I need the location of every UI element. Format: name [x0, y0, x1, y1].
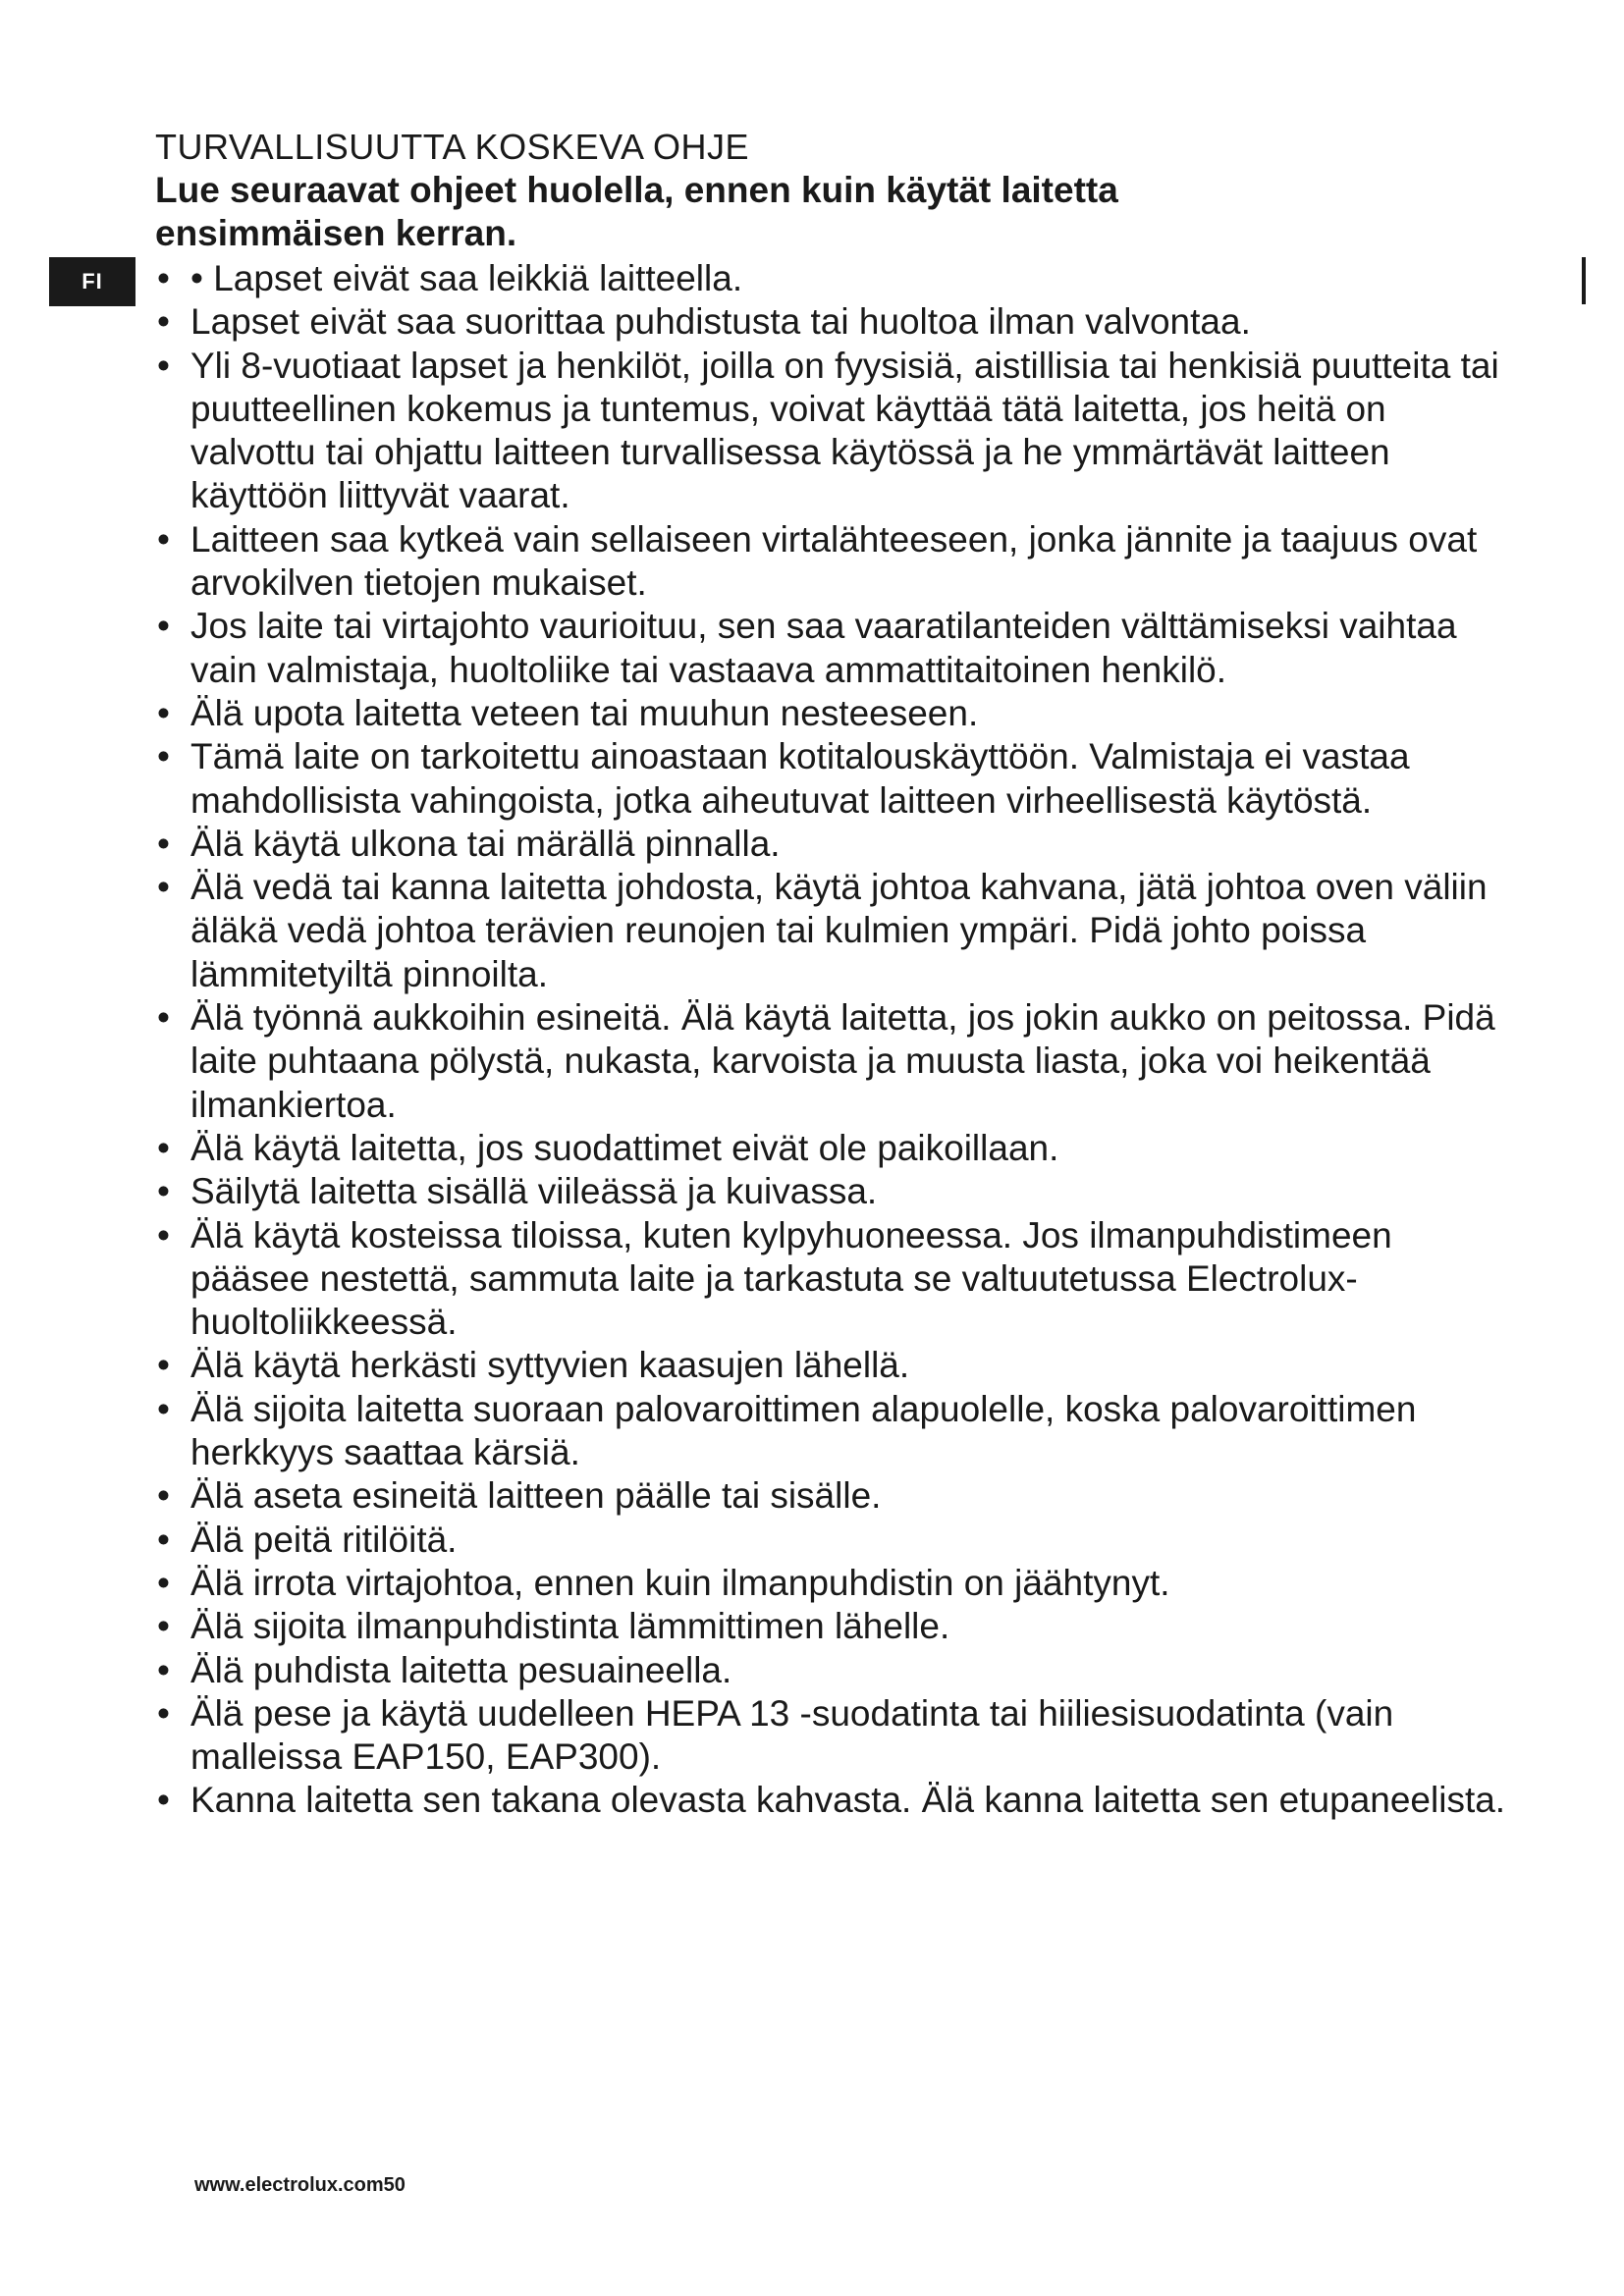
list-item: • Kanna laitetta sen takana olevasta kahvasta. Älä kanna laitetta sen etupaneelista. [155, 1779, 1510, 1822]
list-item: • Älä peitä ritilöitä. [155, 1519, 1510, 1562]
page-edge-marker [1582, 257, 1586, 304]
list-item: • Älä käytä kosteissa tiloissa, kuten kylpyhuoneessa. Jos ilmanpuhdistimeen pääsee nestettä, sammuta laite ja tarkastuta se valtuutetussa Electrolux-huoltoliikkeessä. [155, 1214, 1510, 1345]
list-item: • Älä käytä laitetta, jos suodattimet eivät ole paikoillaan. [155, 1127, 1510, 1170]
safety-instructions [155, 126, 1510, 1823]
list-item: • Jos laite tai virtajohto vaurioituu, sen saa vaaratilanteiden välttämiseksi vaihtaa vain valmistaja, huoltoliike tai vastaava ammattitaitoinen henkilö. [155, 605, 1510, 692]
list-item: • Älä vedä tai kanna laitetta johdosta, käytä johtoa kahvana, jätä johtoa oven väliin äläkä vedä johtoa terävien reunojen tai kulmien ympäri. Pidä johto poissa lämmitetyiltä pinnoilta. [155, 866, 1510, 996]
list-item: • Älä upota laitetta veteen tai muuhun nesteeseen. [155, 692, 1510, 735]
list-item: • Älä sijoita laitetta suoraan palovaroittimen alapuolelle, koska palovaroittimen herkkyys saattaa kärsiä. [155, 1388, 1510, 1475]
language-tab: FI [49, 257, 135, 306]
intro-text: Lue seuraavat ohjeet huolella, ennen kuin käytät laitetta ensimmäisen kerran. [155, 170, 1118, 253]
list-item: • Lapset eivät saa suorittaa puhdistusta tai huoltoa ilman valvontaa. [155, 300, 1510, 344]
list-item: • Älä työnnä aukkoihin esineitä. Älä käytä laitetta, jos jokin aukko on peitossa. Pidä laite puhtaana pölystä, nukasta, karvoista ja muusta liasta, joka voi heikentää ilmankiertoa. [155, 996, 1510, 1127]
section-title: TURVALLISUUTTA KOSKEVA OHJE [155, 127, 750, 167]
list-item: • Laitteen saa kytkeä vain sellaiseen virtalähteeseen, jonka jännite ja taajuus ovat arvokilven tietojen mukaiset. [155, 518, 1510, 606]
list-item: • Älä sijoita ilmanpuhdistinta lämmittimen lähelle. [155, 1605, 1510, 1648]
list-item: • Älä aseta esineitä laitteen päälle tai sisälle. [155, 1474, 1510, 1518]
list-item: • Älä käytä ulkona tai märällä pinnalla. [155, 823, 1510, 866]
list-item: • Tämä laite on tarkoitettu ainoastaan kotitalouskäyttöön. Valmistaja ei vastaa mahdollisista vahingoista, jotka aiheutuvat laitteen virheellisestä käytöstä. [155, 735, 1510, 823]
list-item: • Älä pese ja käytä uudelleen HEPA 13 -suodatinta tai hiiliesisuodatinta (vain malleissa EAP150, EAP300). [155, 1692, 1510, 1780]
list-item: • Älä irrota virtajohtoa, ennen kuin ilmanpuhdistin on jäähtynyt. [155, 1562, 1510, 1605]
list-item: • • Lapset eivät saa leikkiä laitteella. [155, 257, 1510, 300]
list-item: • Säilytä laitetta sisällä viileässä ja kuivassa. [155, 1170, 1510, 1213]
footer-url: www.electrolux.com50 [194, 2174, 406, 2196]
safety-rules-list [155, 257, 1510, 1823]
list-item: • Älä käytä herkästi syttyvien kaasujen lähellä. [155, 1344, 1510, 1387]
list-item: • Yli 8-vuotiaat lapset ja henkilöt, joilla on fyysisiä, aistillisia tai henkisiä puutteita tai puutteellinen kokemus ja tuntemus, voivat käyttää tätä laitetta, jos heitä on valvottu tai ohjattu laitteen turvallisessa käytössä ja he ymmärtävät laitteen käyttöön liittyvät vaarat. [155, 345, 1510, 518]
list-item: • Älä puhdista laitetta pesuaineella. [155, 1649, 1510, 1692]
